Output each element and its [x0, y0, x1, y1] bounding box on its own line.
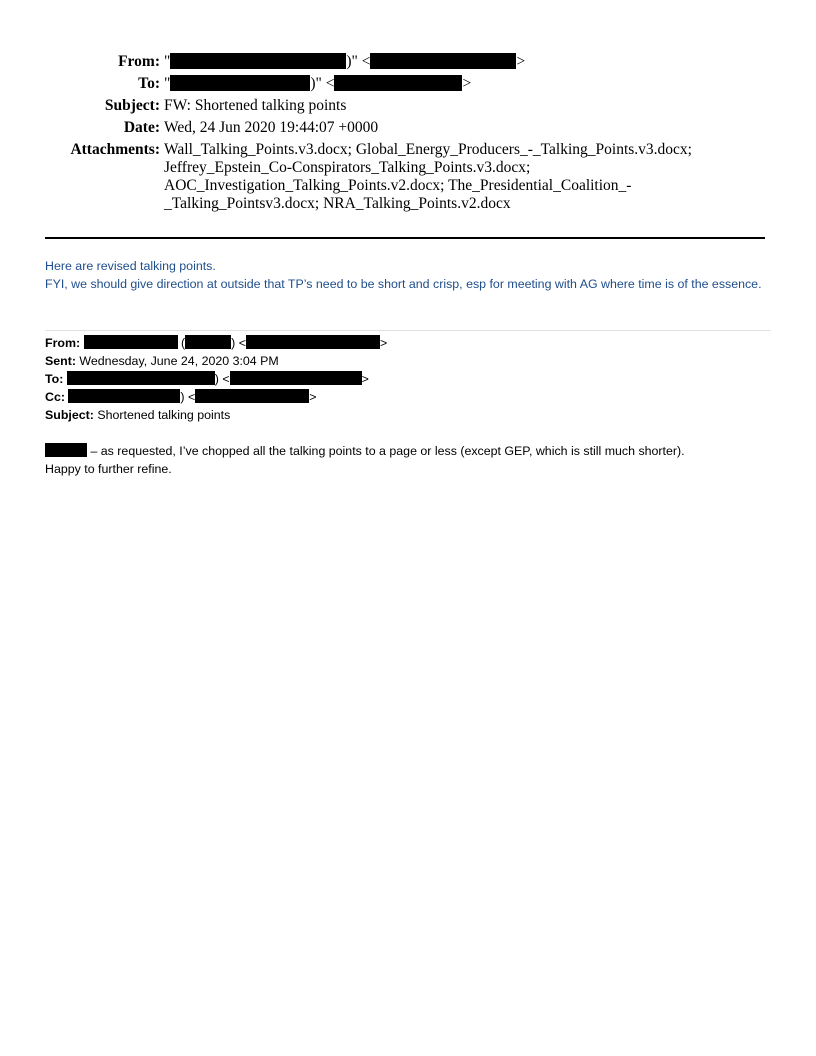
forwarded-to-row [45, 370, 775, 388]
forwarded-sent-row [45, 352, 775, 370]
forwarded-from-row [45, 334, 775, 352]
header-from-row [0, 53, 816, 71]
forward-divider [45, 330, 771, 331]
forwarded-from-paren: ( [177, 336, 186, 350]
redaction-block [170, 75, 310, 91]
forwarded-to-mid: ) < [214, 372, 230, 386]
redaction-block [195, 389, 309, 403]
forwarded-sent-label: Sent: [45, 354, 76, 368]
forwarded-cc-row [45, 388, 775, 406]
from-mid: )" < [346, 53, 371, 70]
forwarded-sent-value: Wednesday, June 24, 2020 3:04 PM [75, 354, 279, 368]
attachment-line[interactable]: Wall_Talking_Points.v3.docx; Global_Energy_Producers_-_Talking_Points.v3.docx; [164, 141, 692, 158]
forwarded-cc-label: Cc: [45, 390, 65, 404]
forwarded-header [45, 334, 775, 424]
message-text-1: – as requested, I’ve chopped all the talking points to a page or less (except GEP, which is still much shorter). [87, 444, 685, 458]
to-value [164, 75, 744, 93]
header-subject-row [0, 97, 816, 115]
to-mid: )" < [310, 75, 335, 92]
redaction-block [45, 443, 87, 457]
attachment-line[interactable]: AOC_Investigation_Talking_Points.v2.docx; The_Presidential_Coalition_- [164, 177, 632, 194]
header-date-row [0, 119, 816, 137]
header-to-row [0, 75, 816, 93]
to-close: > [462, 75, 472, 92]
forwarded-from-mid: ) < [231, 336, 246, 350]
date-value: Wed, 24 Jun 2020 19:44:07 +0000 [164, 119, 379, 136]
redaction-block [230, 371, 362, 385]
from-close: > [516, 53, 526, 70]
redaction-block [334, 75, 462, 91]
email-header [0, 53, 816, 217]
redaction-block [67, 371, 215, 385]
attachments-list [164, 141, 744, 213]
forwarded-cc-close: > [309, 390, 317, 404]
to-label: To: [138, 75, 160, 92]
from-quote: " [164, 53, 171, 70]
forwarded-from-close: > [379, 336, 388, 350]
redaction-block [185, 335, 231, 349]
attachment-line[interactable]: Jeffrey_Epstein_Co-Conspirators_Talking_Points.v3.docx; [164, 159, 531, 176]
attachment-line[interactable]: _Talking_Pointsv3.docx; NRA_Talking_Points.v2.docx [164, 195, 511, 212]
subject-label: Subject: [104, 97, 160, 114]
redaction-block [170, 53, 346, 69]
forwarded-subject-row [45, 406, 775, 424]
header-attachments-row [0, 141, 816, 213]
forwarded-to-close: > [361, 372, 369, 386]
subject-value: FW: Shortened talking points [164, 97, 347, 114]
redaction-block [68, 389, 180, 403]
forwarded-to-label: To: [45, 372, 64, 386]
message-line-2: Happy to further refine. [45, 462, 172, 476]
redaction-block [370, 53, 516, 69]
forwarded-from-label: From: [45, 336, 81, 350]
to-quote: " [164, 75, 171, 92]
date-label: Date: [123, 119, 160, 136]
body-line-2: FYI, we should give direction at outside that TP’s need to be short and crisp, esp for meeting with AG where time is of the essence. [45, 277, 762, 291]
attachments-label: Attachments: [70, 141, 160, 158]
body-line-1: Here are revised talking points. [45, 259, 216, 273]
redaction-block [84, 335, 178, 349]
forwarded-cc-mid: ) < [180, 390, 196, 404]
redaction-block [246, 335, 380, 349]
email-body [45, 257, 775, 293]
header-divider [45, 237, 765, 239]
message-line-1 [45, 442, 775, 460]
from-value [164, 53, 744, 71]
forwarded-subject-label: Subject: [45, 408, 94, 422]
forwarded-subject-value: Shortened talking points [93, 408, 231, 422]
from-label: From: [118, 53, 160, 70]
forwarded-message [45, 442, 775, 478]
